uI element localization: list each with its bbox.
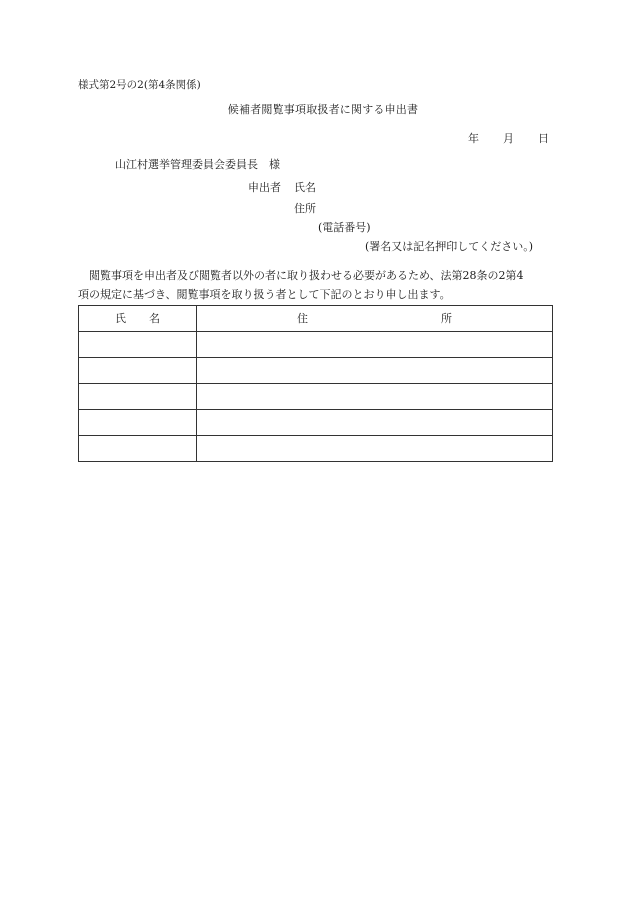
date-line bbox=[468, 133, 549, 144]
table-row bbox=[79, 436, 553, 462]
column-header-name-char-2: 名 bbox=[149, 312, 160, 325]
name-cell[interactable] bbox=[79, 410, 197, 436]
applicant-label: 申出者 bbox=[248, 181, 281, 194]
applicant-phone-label: (電話番号) bbox=[318, 221, 371, 234]
date-day-label: 日 bbox=[538, 132, 549, 145]
table-header-row bbox=[79, 306, 553, 332]
applicant-address-label: 住所 bbox=[294, 202, 316, 215]
name-cell[interactable] bbox=[79, 332, 197, 358]
address-cell[interactable] bbox=[197, 410, 553, 436]
column-header-name-char-1: 氏 bbox=[115, 312, 126, 325]
addressee: 山江村選挙管理委員会委員長 様 bbox=[115, 158, 280, 171]
address-cell[interactable] bbox=[197, 436, 553, 462]
applicant-name-label: 氏名 bbox=[294, 181, 316, 194]
date-month-label: 月 bbox=[503, 132, 514, 145]
column-header-name bbox=[79, 306, 197, 332]
body-text bbox=[78, 266, 552, 304]
body-text-line-2: 項の規定に基づき、閲覧事項を取り扱う者として下記のとおり申し出ます。 bbox=[78, 288, 451, 301]
address-cell[interactable] bbox=[197, 358, 553, 384]
address-cell[interactable] bbox=[197, 384, 553, 410]
document-title bbox=[0, 104, 630, 115]
name-cell[interactable] bbox=[79, 384, 197, 410]
column-header-address bbox=[197, 306, 553, 332]
table-row bbox=[79, 410, 553, 436]
handlers-table bbox=[78, 305, 553, 462]
table-row bbox=[79, 332, 553, 358]
table-row bbox=[79, 358, 553, 384]
date-year-label: 年 bbox=[468, 132, 479, 145]
body-text-line-1: 閲覧事項を申出者及び閲覧者以外の者に取り扱わせる必要があるため、法第28条の2第4 bbox=[89, 269, 524, 282]
table-row bbox=[79, 384, 553, 410]
name-cell[interactable] bbox=[79, 358, 197, 384]
name-cell[interactable] bbox=[79, 436, 197, 462]
column-header-address-char-2: 所 bbox=[441, 312, 452, 325]
document-title-text: 候補者閲覧事項取扱者に関する申出書 bbox=[227, 103, 419, 116]
signature-note: (署名又は記名押印してください。) bbox=[365, 240, 534, 253]
address-cell[interactable] bbox=[197, 332, 553, 358]
column-header-address-char-1: 住 bbox=[297, 312, 308, 325]
form-number: 様式第2号の2(第4条関係) bbox=[78, 79, 201, 91]
